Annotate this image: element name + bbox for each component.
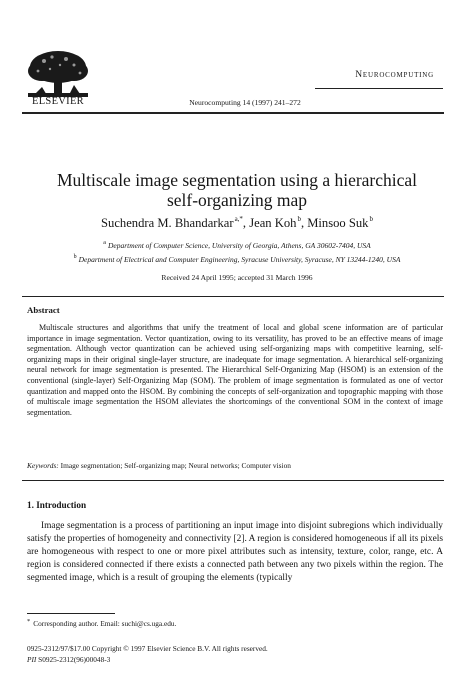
- abstract-top-divider: [22, 296, 444, 297]
- author-marks: a,*: [234, 215, 243, 223]
- journal-divider: [315, 88, 443, 89]
- author-separator: ,: [242, 216, 250, 230]
- publisher-name: ELSEVIER: [32, 96, 84, 107]
- pii-label: PII: [27, 655, 37, 664]
- author-name: Minsoo Suk: [307, 216, 369, 230]
- affiliation-mark: b: [73, 254, 77, 260]
- author-name: Suchendra M. Bhandarkar: [101, 216, 234, 230]
- introduction-text: Image segmentation is a process of partitioning an input image into disjoint subregions which individually satisfy the properties of homogeneity and connectivity [2]. A region is considered homogeneous if all its pixels are homogeneous with respect to one or more pixel attributes such as intensity, texture, color, range, etc. A region is considered connected if there exists a connected path between any two pixels within the region. The segmented image, which is a result of grouping the elements (typically: [27, 521, 443, 583]
- author-list: [30, 216, 444, 231]
- author-marks: b: [369, 215, 373, 223]
- author-name: Jean Koh: [249, 216, 297, 230]
- affiliation-mark: a: [103, 240, 106, 246]
- copyright-line: 0925-2312/97/$17.00 Copyright © 1997 Elsevier Science B.V. All rights reserved.: [27, 644, 268, 653]
- author-marks: b: [297, 215, 301, 223]
- title-line: Multiscale image segmentation using a hierarchical: [56, 170, 418, 190]
- pii-line: [27, 655, 443, 664]
- article-title: [30, 170, 444, 210]
- section-heading: 1. Introduction: [27, 500, 87, 510]
- abstract-heading: Abstract: [27, 305, 60, 315]
- title-line: self-organizing map: [166, 190, 308, 210]
- affiliation-b: [30, 254, 444, 264]
- abstract-text: Multiscale structures and algorithms that unify the treatment of local and global scene information are of particular importance in image segmentation. Vector quantization, owing to its versatility, has proved to be an effective means of image segmentation. Although vector quantization can be achieved using self-organizing maps with competitive learning, self-organizing maps in their original single-layer structure, are inadequate for image segmentation. A hierarchical self-organizing neural network for image segmentation is presented. The Hierarchical Self-Organizing Map (HSOM) is an extension of the conventional (single-layer) Self-Organizing Map (SOM). The problem of image segmentation is formulated as one of vector quantization and mapped onto the HSOM. By combining the concepts of self-organization and topographic mapping with those of multiscale image segmentation the HSOM alleviates the shortcomings of the conventional SOM in the context of image segmentation.: [27, 323, 443, 417]
- footnote: [27, 618, 443, 628]
- affiliation-a: [30, 240, 444, 250]
- footnote-divider: [27, 613, 115, 614]
- journal-citation: Neurocomputing 14 (1997) 241–272: [189, 98, 301, 107]
- received-dates: Received 24 April 1995; accepted 31 March 1996: [161, 273, 313, 282]
- affiliation-text: Department of Electrical and Computer Engineering, Syracuse University, Syracuse, NY 13244-1240, USA: [78, 255, 401, 264]
- affiliation-text: Department of Computer Science, University of Georgia, Athens, GA 30602-7404, USA: [107, 241, 371, 250]
- author-separator: ,: [300, 216, 308, 230]
- pii-value: S0925-2312(96)00048-3: [38, 655, 111, 664]
- footnote-text: Corresponding author. Email: suchi@cs.uga.edu.: [33, 619, 177, 628]
- header-divider: [22, 112, 444, 114]
- keywords-list: Image segmentation; Self-organizing map; Neural networks; Computer vision: [60, 461, 291, 470]
- journal-name: Neurocomputing: [355, 70, 434, 80]
- abstract-bottom-divider: [22, 480, 444, 481]
- keywords-label: Keywords:: [27, 461, 59, 470]
- footnote-mark: *: [27, 618, 31, 625]
- keywords-line: [27, 461, 443, 470]
